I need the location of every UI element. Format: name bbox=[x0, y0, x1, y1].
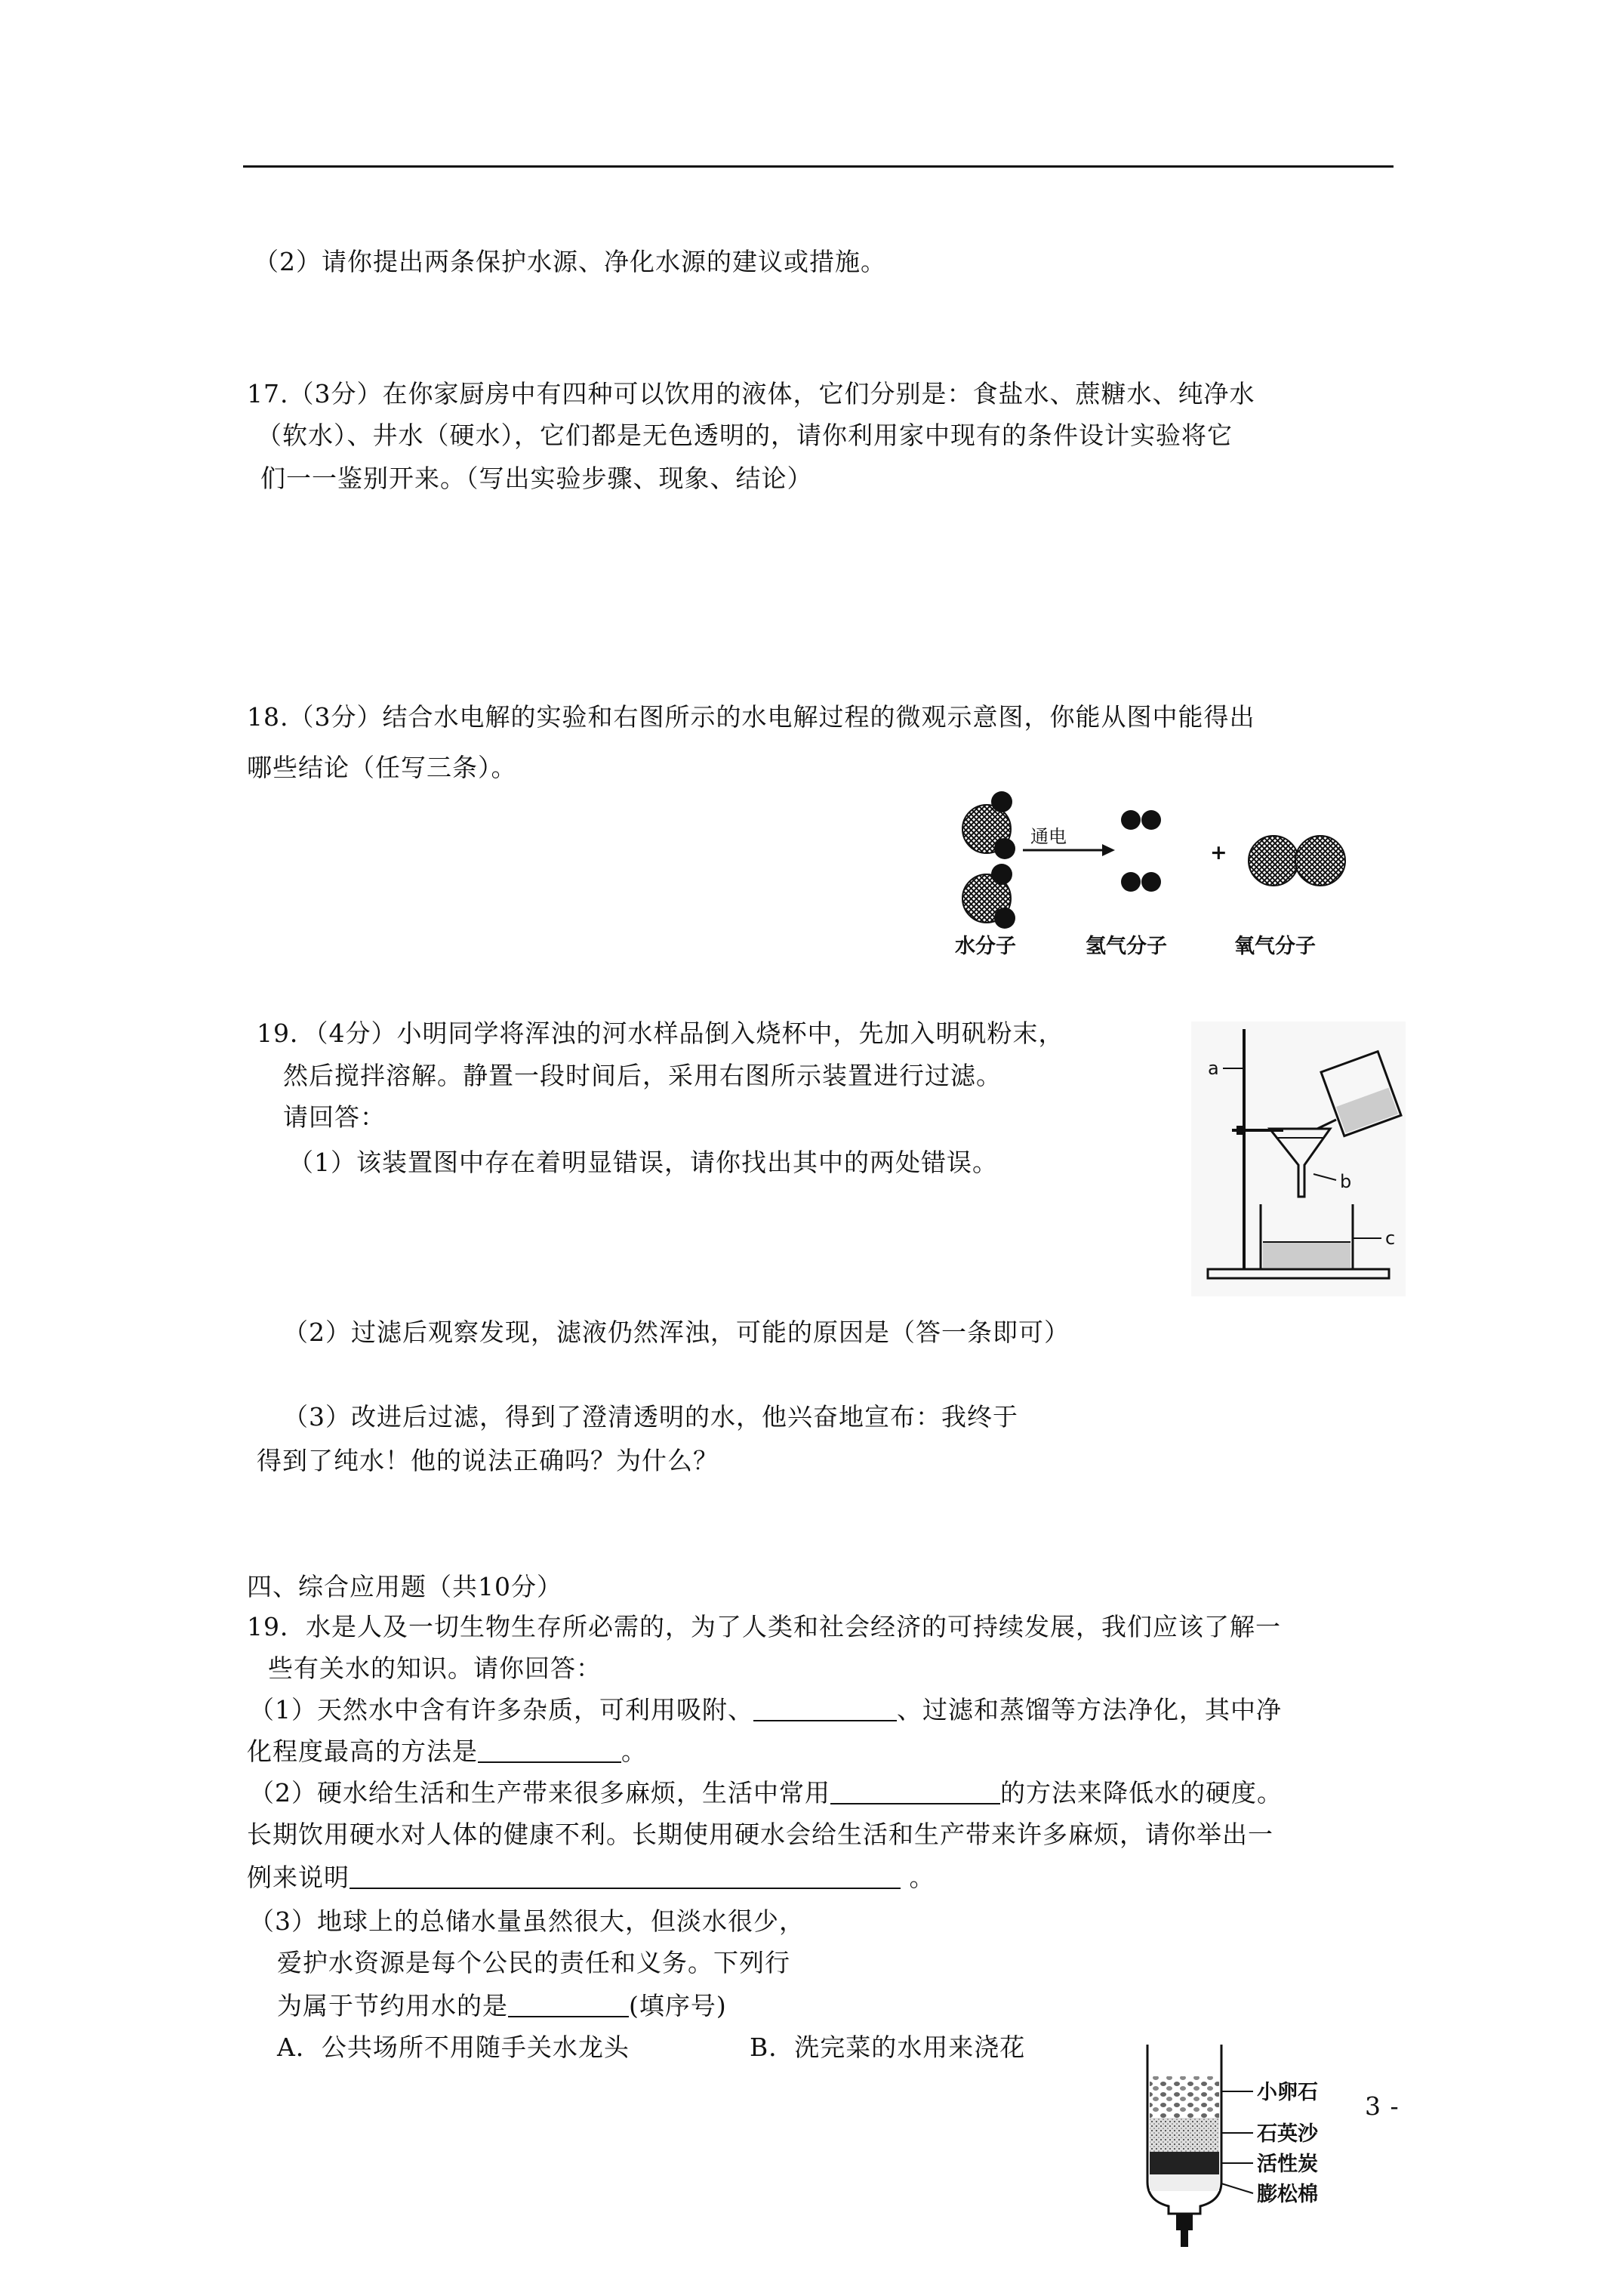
p1-text-d: 。 bbox=[621, 1737, 647, 1766]
option-b: B．洗完菜的水用来浇花 bbox=[750, 2032, 1026, 2062]
label-pebbles: 小卵石 bbox=[1257, 2081, 1318, 2104]
water-purifier-figure bbox=[1132, 2039, 1359, 2257]
oxygen-molecule-label: 氧气分子 bbox=[1234, 935, 1316, 958]
blank-2[interactable] bbox=[478, 1739, 621, 1763]
water-molecule-label: 水分子 bbox=[955, 935, 1016, 958]
electrolysis-diagram bbox=[947, 785, 1370, 959]
section4-p3-line3 bbox=[277, 1993, 727, 2018]
section4-p2-line1 bbox=[249, 1778, 1283, 1808]
blank-4[interactable] bbox=[350, 1865, 901, 1889]
q18-line1: 18.（3分）结合水电解的实验和右图所示的水电解过程的微观示意图，你能从图中能得出 bbox=[247, 702, 1255, 732]
hydrogen-molecule-top bbox=[1121, 810, 1161, 830]
q19-part1: （1）该装置图中存在着明显错误，请你找出其中的两处错误。 bbox=[288, 1148, 998, 1177]
q17-line3: 们一一鉴别开来。（写出实验步骤、现象、结论） bbox=[260, 464, 813, 493]
label-b: b bbox=[1340, 1171, 1352, 1192]
section4-q19-line2: 些有关水的知识。请你回答： bbox=[268, 1653, 602, 1683]
p2-text-d: 例来说明 bbox=[247, 1863, 350, 1892]
plus-sign: + bbox=[1210, 841, 1227, 864]
p3-text-a: 为属于节约用水的是 bbox=[277, 1991, 508, 2020]
p2-text-a: （2）硬水给生活和生产带来很多麻烦，生活中常用 bbox=[249, 1778, 830, 1808]
blank-3[interactable] bbox=[830, 1780, 1000, 1804]
label-cotton: 膨松棉 bbox=[1257, 2183, 1318, 2206]
q19-line1: 19．（4分）小明同学将浑浊的河水样品倒入烧杯中，先加入明矾粉末， bbox=[257, 1019, 1064, 1048]
top-rule bbox=[243, 165, 1394, 168]
section4-p3-line2: 爱护水资源是每个公民的责任和义务。下列行 bbox=[277, 1948, 790, 1977]
q17-line1: 17.（3分）在你家厨房中有四种可以饮用的液体，它们分别是：食盐水、蔗糖水、纯净水 bbox=[247, 379, 1255, 408]
section4-p2-line2: 长期饮用硬水对人体的健康不利。长期使用硬水会给生活和生产带来许多麻烦，请你举出一 bbox=[247, 1820, 1273, 1849]
section4-p1-line2 bbox=[247, 1739, 647, 1764]
label-c: c bbox=[1385, 1228, 1396, 1249]
section4-p3-line1: （3）地球上的总储水量虽然很大，但淡水很少， bbox=[249, 1906, 805, 1936]
q17-line2: （软水）、井水（硬水），它们都是无色透明的，请你利用家中现有的条件设计实验将它 bbox=[257, 421, 1233, 450]
section4-q19-line1: 19．水是人及一切生物生存所必需的，为了人类和社会经济的可持续发展，我们应该了解一 bbox=[247, 1612, 1281, 1641]
label-quartz-sand: 石英沙 bbox=[1257, 2122, 1318, 2146]
hydrogen-molecule-bottom bbox=[1121, 872, 1161, 892]
filtration-apparatus-figure bbox=[1185, 1015, 1412, 1302]
water-molecule-bottom bbox=[962, 864, 1015, 929]
q19-part3-line2: 得到了纯水！他的说法正确吗？为什么？ bbox=[257, 1446, 719, 1475]
q19-part2: （2）过滤后观察发现，滤液仍然浑浊，可能的原因是（答一条即可） bbox=[283, 1318, 1070, 1347]
p2-text-e: 。 bbox=[901, 1863, 935, 1892]
p1-text-b: 、过滤和蒸馏等方法净化，其中净 bbox=[897, 1695, 1282, 1724]
p3-text-b: (填序号) bbox=[629, 1991, 727, 2020]
section4-heading: 四、综合应用题（共10分） bbox=[247, 1572, 562, 1601]
q19-part3-line1: （3）改进后过滤，得到了澄清透明的水，他兴奋地宣布：我终于 bbox=[283, 1402, 1018, 1432]
section4-p1-line1 bbox=[249, 1697, 1282, 1722]
q19-line2: 然后搅拌溶解。静置一段时间后，采用右图所示装置进行过滤。 bbox=[283, 1061, 1002, 1090]
q16-part2: （2）请你提出两条保护水源、净化水源的建议或措施。 bbox=[254, 247, 886, 276]
oxygen-molecule bbox=[1249, 836, 1345, 886]
p1-text-c: 化程度最高的方法是 bbox=[247, 1737, 478, 1766]
water-molecule-top bbox=[962, 791, 1015, 859]
p1-text-a: （1）天然水中含有许多杂质，可利用吸附、 bbox=[249, 1695, 753, 1724]
blank-1[interactable] bbox=[753, 1697, 897, 1721]
q18-line2: 哪些结论（任写三条）。 bbox=[247, 753, 517, 782]
label-a: a bbox=[1208, 1058, 1219, 1079]
page-number: 3 - bbox=[1365, 2091, 1400, 2121]
p2-text-b: 的方法来降低水的硬度。 bbox=[1000, 1778, 1283, 1808]
option-a: A．公共场所不用随手关水龙头 bbox=[277, 2032, 630, 2062]
arrow-label: 通电 bbox=[1030, 826, 1067, 847]
section4-p2-line3 bbox=[247, 1865, 935, 1890]
hydrogen-molecule-label: 氢气分子 bbox=[1086, 935, 1167, 958]
q19-line3: 请回答： bbox=[283, 1102, 386, 1132]
blank-5[interactable] bbox=[508, 1993, 629, 2017]
label-activated-carbon: 活性炭 bbox=[1257, 2153, 1318, 2176]
